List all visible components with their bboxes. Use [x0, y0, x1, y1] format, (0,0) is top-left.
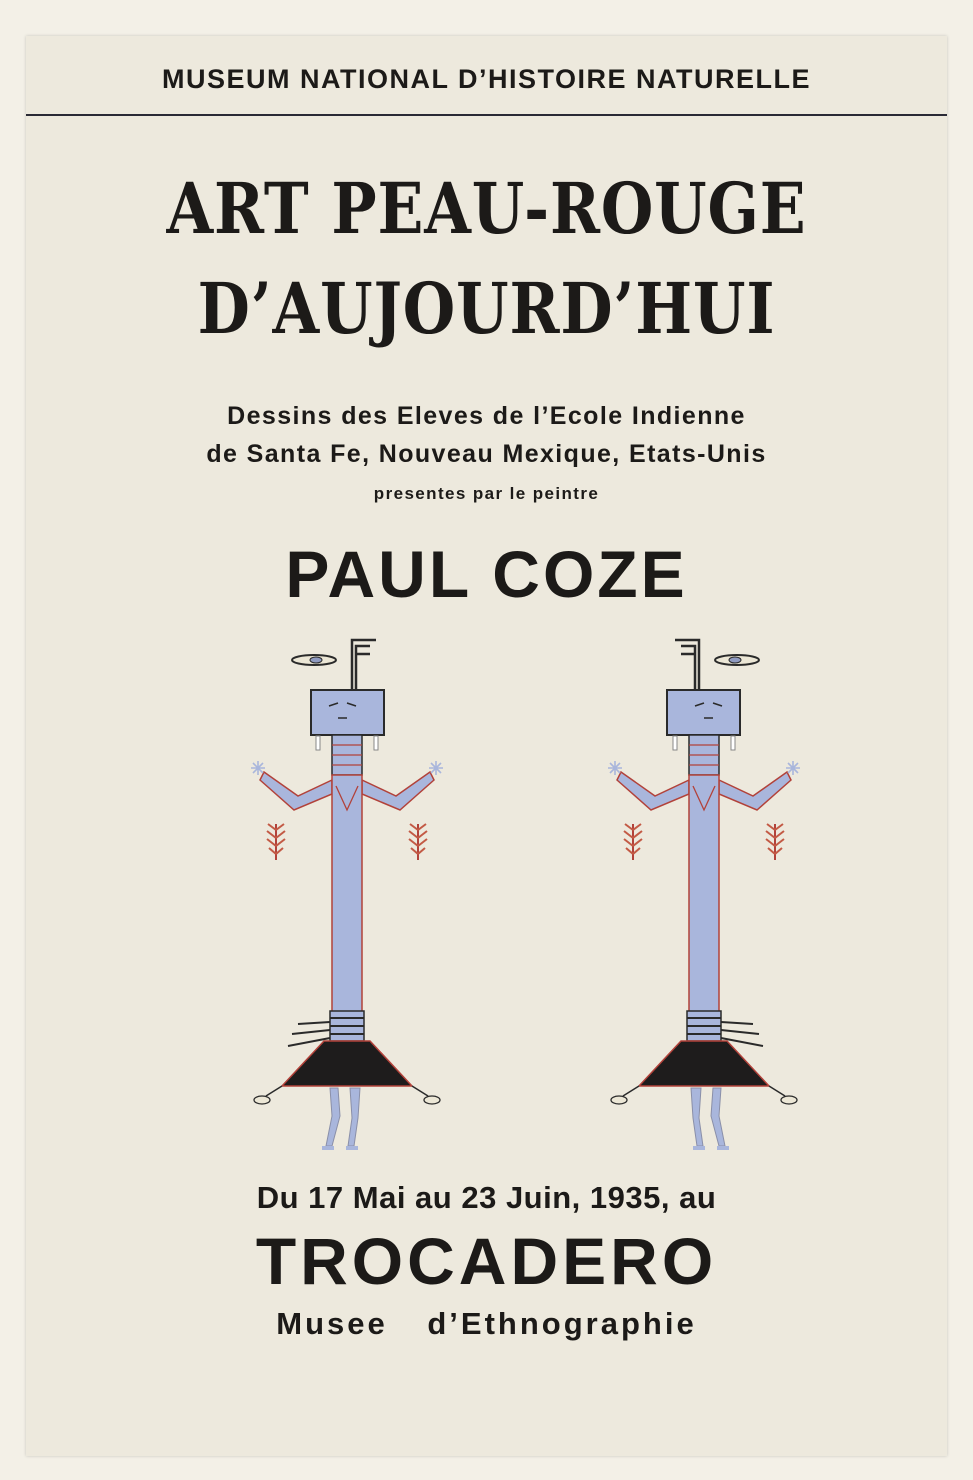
title-line-2: D’AUJOURD’HUI [197, 267, 776, 350]
kachina-illustration [26, 36, 947, 1156]
subtitle-line-2: de Santa Fe, Nouveau Mexique, Etats-Unis [206, 440, 767, 468]
museum-name: MUSEUM NATIONAL D’HISTOIRE NATURELLE [161, 64, 811, 94]
venue-detail: Musee d’Ethnographie [276, 1306, 697, 1341]
exhibition-dates: Du 17 Mai au 23 Juin, 1935, au [256, 1180, 717, 1215]
venue-name: TROCADERO [255, 1224, 718, 1298]
poster [26, 36, 947, 1456]
subtitle-line-1: Dessins des Eleves de l’Ecole Indienne [227, 402, 746, 430]
right-kachina-figure [608, 640, 800, 1148]
title-line-1: ART PEAU-ROUGE [166, 167, 807, 250]
left-kachina-figure [251, 640, 443, 1148]
artist-name: PAUL COZE [285, 537, 688, 611]
presenter-intro: presentes par le peintre [373, 484, 600, 503]
